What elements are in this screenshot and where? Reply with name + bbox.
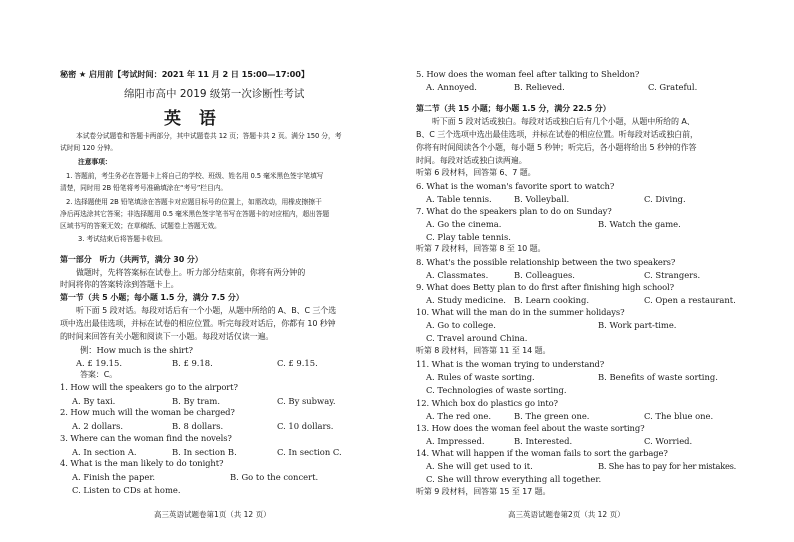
section2-heading: 第二节（共 15 小题；每小题 1.5 分，满分 22.5 分） (416, 104, 611, 113)
notes-title: 注意事项： (78, 158, 112, 166)
section1-desc: 项中选出最佳选项，并标在试卷的相应位置。听完每段对话后，你都有 10 秒钟 (60, 319, 336, 328)
option-a: A. Impressed. (426, 436, 485, 446)
option-c: C. Open a restaurant. (644, 295, 736, 305)
part1-heading: 第一部分 听力（共两节，满分 30 分） (60, 255, 203, 264)
option-c: C. In section C. (277, 447, 342, 457)
question-6: 6. What is the woman's favorite sport to watch? (416, 181, 615, 191)
option-c: C. Play table tennis. (426, 232, 511, 242)
option-b: B. She has to pay for her mistakes. (598, 461, 736, 471)
option-a: A. Annoyed. (426, 82, 477, 92)
section1-desc: 的时间来回答有关小题和阅读下一小题。每段对话仅读一遍。 (60, 332, 274, 341)
question-5: 5. How does the woman feel after talking to Sheldon? (416, 69, 640, 79)
option-a: A. Table tennis. (426, 194, 492, 204)
question-1: 1. How will the speakers go to the airport? (60, 382, 238, 392)
option-c: C. Travel around China. (426, 333, 528, 343)
option-a: A. 2 dollars. (72, 421, 124, 431)
note-line: 3. 考试结束后将答题卡收回。 (78, 235, 167, 243)
note-line: 1. 答题前，考生务必在答题卡上将自己的学校、班级、姓名用 0.5 毫米黑色签字笔填写 (66, 172, 324, 180)
question-9: 9. What does Betty plan to do first after finishing high school? (416, 282, 675, 292)
option-b: B. Learn cooking. (514, 295, 589, 305)
option-c: C. By subway. (277, 396, 336, 406)
option-b: B. Interested. (514, 436, 573, 446)
note-line: 净后再选涂其它答案；非选择题用 0.5 毫米黑色签字笔书写在答题卡的对应框内，超出答题 (60, 210, 330, 218)
question-7: 7. What do the speakers plan to do on Sunday? (416, 206, 612, 216)
option-b: B. £ 9.18. (172, 358, 213, 368)
question-11: 11. What is the woman trying to understand? (416, 359, 605, 369)
option-c: C. She will throw everything all together. (426, 474, 602, 484)
page-footer: 高三英语试题卷第1页（共 12 页） (154, 510, 271, 519)
material-7: 听第 7 段材料，回答第 8 至 10 题。 (416, 244, 546, 253)
example-question: 例：How much is the shirt? (80, 345, 193, 355)
option-a: A. Go to college. (426, 320, 496, 330)
note-line: 2. 选择题使用 2B 铅笔填涂在答题卡对应题目标号的位置上，如需改动，用橡皮擦擦干 (66, 198, 322, 206)
option-b: B. The green one. (514, 411, 590, 421)
material-6: 听第 6 段材料，回答第 6、7 题。 (416, 168, 536, 177)
option-a: A. £ 19.15. (76, 358, 123, 368)
intro-line: 本试卷分试题卷和答题卡两部分，其中试题卷共 12 页；答题卡共 2 页。满分 150 分，考 (76, 132, 342, 140)
option-a: A. She will get used to it. (426, 461, 533, 471)
option-b: B. Volleyball. (514, 194, 570, 204)
question-8: 8. What's the possible relationship between the two speakers? (416, 257, 676, 267)
section1-heading: 第一节（共 5 小题；每小题 1.5 分，满分 7.5 分） (60, 293, 244, 302)
option-a: A. Go the cinema. (426, 219, 502, 229)
question-3: 3. Where can the woman find the novels? (60, 433, 232, 443)
right-page (404, 0, 794, 542)
secret-header: 秘密 ★ 启用前【考试时间：2021 年 11 月 2 日 15:00—17:00】 (60, 69, 309, 79)
material-8: 听第 8 段材料，回答第 11 至 14 题。 (416, 346, 551, 355)
section1-desc: 听下面 5 段对话。每段对话后有一个小题，从题中所给的 A、B、C 三个选 (76, 306, 337, 315)
question-14: 14. What will happen if the woman fails to sort the garbage? (416, 448, 668, 458)
school-title: 绵阳市高中 2019 级第一次诊断性考试 (124, 88, 305, 100)
question-4: 4. What is the man likely to do tonight? (60, 458, 224, 468)
section2-desc: 听下面 5 段对话或独白。每段对话或独白后有几个小题，从题中所给的 A、 (432, 117, 695, 126)
section2-desc: 你将有时间阅读各个小题，每小题 5 秒钟；听完后，各小题将给出 5 秒钟的作答 (416, 143, 697, 152)
option-a: A. Rules of waste sorting. (426, 372, 535, 382)
left-page (0, 0, 390, 542)
option-c: C. Grateful. (648, 82, 698, 92)
option-a: A. Study medicine. (426, 295, 506, 305)
question-10: 10. What will the man do in the summer holidays? (416, 307, 625, 317)
option-b: B. Colleagues. (514, 270, 575, 280)
option-c: C. £ 9.15. (277, 358, 318, 368)
option-b: B. In section B. (172, 447, 237, 457)
option-a: A. The red one. (426, 411, 492, 421)
example-answer: 答案：C。 (80, 370, 118, 379)
option-a: A. Classmates. (426, 270, 489, 280)
option-a: A. By taxi. (72, 396, 116, 406)
part1-desc: 做题时，先将答案标在试卷上。听力部分结束前，你将有两分钟的 (76, 268, 306, 277)
option-b: B. 8 dollars. (172, 421, 224, 431)
option-a: A. Finish the paper. (72, 472, 156, 482)
subject-title: 英 语 (164, 109, 222, 129)
note-line: 清楚，同时用 2B 铅笔将考号准确填涂在“考号”栏目内。 (60, 184, 228, 192)
option-c: C. Technologies of waste sorting. (426, 385, 567, 395)
section2-desc: 时间。每段对话或独白读两遍。 (416, 156, 527, 165)
question-2: 2. How much will the woman be charged? (60, 407, 235, 417)
option-c: C. The blue one. (644, 411, 714, 421)
option-c: C. Listen to CDs at home. (72, 485, 181, 495)
page-footer: 高三英语试题卷第2页（共 12 页） (508, 510, 625, 519)
note-line: 区域书写的答案无效；在草稿纸、试题卷上答题无效。 (60, 222, 221, 230)
question-13: 13. How does the woman feel about the waste sorting? (416, 423, 645, 433)
section2-desc: B、C 三个选项中选出最佳选项，并标在试卷的相应位置。听每段对话或独白前， (416, 130, 698, 139)
option-b: B. Watch the game. (598, 219, 681, 229)
option-b: B. Work part-time. (598, 320, 677, 330)
option-b: B. Relieved. (514, 82, 565, 92)
option-b: B. Go to the concert. (230, 472, 319, 482)
option-b: B. Benefits of waste sorting. (598, 372, 718, 382)
option-a: A. In section A. (72, 447, 137, 457)
option-c: C. 10 dollars. (277, 421, 334, 431)
option-c: C. Strangers. (644, 270, 701, 280)
part1-desc: 时间将你的答案转涂到答题卡上。 (60, 280, 179, 289)
question-12: 12. Which box do plastics go into? (416, 398, 558, 408)
intro-line: 试时间 120 分钟。 (60, 144, 117, 152)
option-c: C. Worried. (644, 436, 693, 446)
material-9: 听第 9 段材料，回答第 15 至 17 题。 (416, 487, 551, 496)
option-c: C. Diving. (644, 194, 686, 204)
option-b: B. By tram. (172, 396, 220, 406)
